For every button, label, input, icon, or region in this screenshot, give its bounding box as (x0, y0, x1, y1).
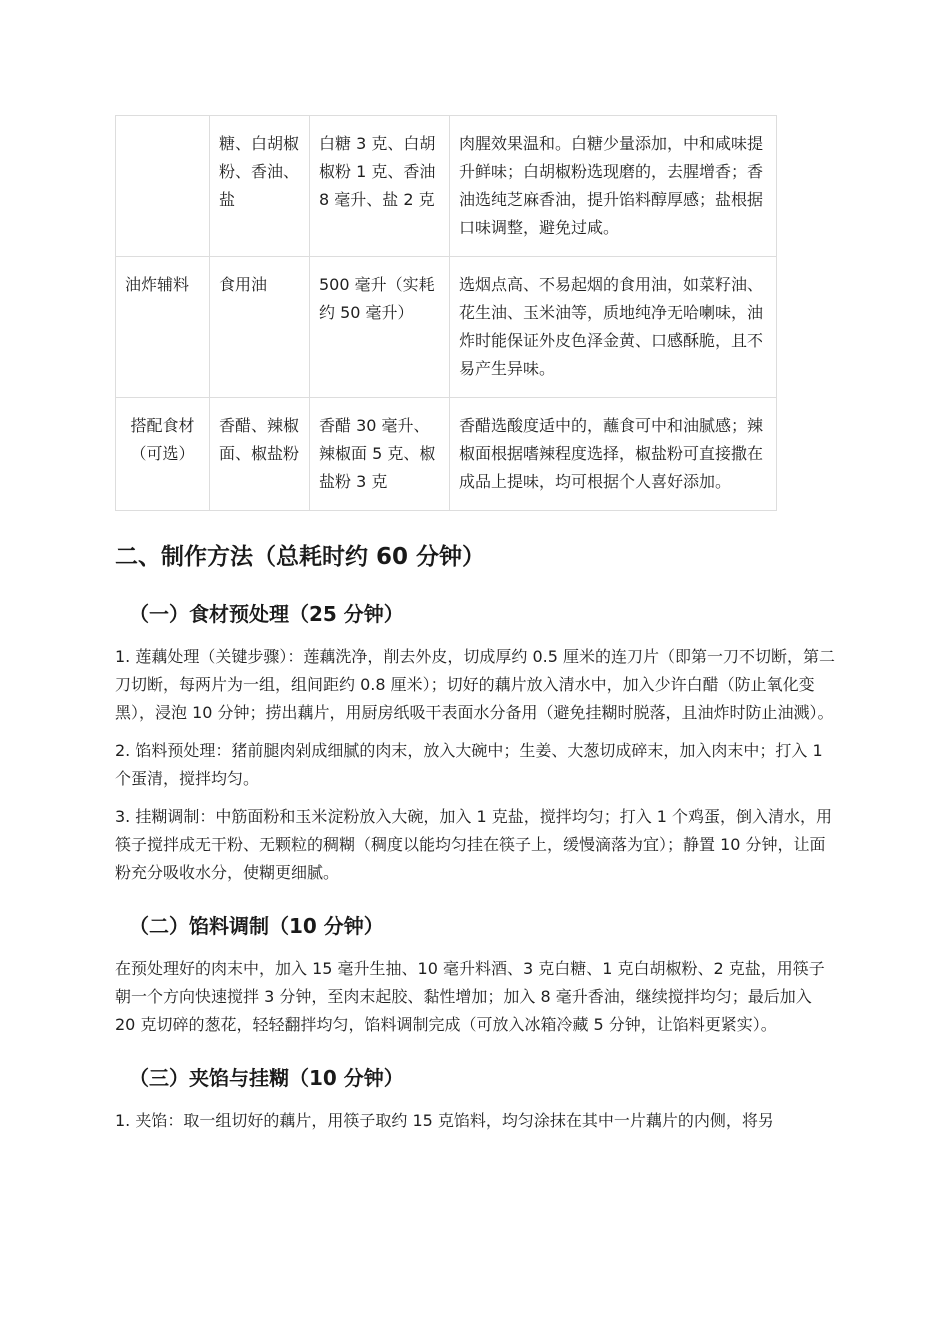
subheading-stuffing-battering: （三）夹馅与挂糊（10 分钟） (129, 1066, 404, 1090)
body-paragraph: 在预处理好的肉末中，加入 15 毫升生抽、10 毫升料酒、3 克白糖、1 克白胡椒粉、2 克盐，用筷子朝一个方向快速搅拌 3 分钟，至肉末起胶、黏性增加；加入 8 毫升香油，继续搅拌均匀；最后加入 20 克切碎的葱花，轻轻翻拌均匀，馅料调制完成（可放入冰箱冷藏 5 分钟，让馅料更紧实）。 (115, 959, 825, 1034)
table-cell-item: 糖、白胡椒粉、香油、盐 (210, 116, 310, 257)
table-cell-item: 香醋、辣椒面、椒盐粉 (210, 398, 310, 511)
table-cell-note: 选烟点高、不易起烟的食用油，如菜籽油、花生油、玉米油等，质地纯净无哈喇味，油炸时能保证外皮色泽金黄、口感酥脆，且不易产生异味。 (450, 257, 777, 398)
table-cell-amount: 500 毫升（实耗约 50 毫升） (310, 257, 450, 398)
table-row (116, 116, 777, 257)
step-paragraph: 3. 挂糊调制：中筋面粉和玉米淀粉放入大碗，加入 1 克盐，搅拌均匀；打入 1 个鸡蛋，倒入清水，用筷子搅拌成无干粉、无颗粒的稠糊（稠度以能均匀挂在筷子上，缓慢滴落为宜）；静置 10 分钟，让面粉充分吸收水分，使糊更细腻。 (115, 807, 833, 882)
ingredients-table (115, 115, 777, 511)
table-cell-amount: 白糖 3 克、白胡椒粉 1 克、香油 8 毫升、盐 2 克 (310, 116, 450, 257)
step-paragraph: 2. 馅料预处理：猪前腿肉剁成细腻的肉末，放入大碗中；生姜、大葱切成碎末，加入肉末中；打入 1 个蛋清，搅拌均匀。 (115, 741, 823, 788)
step-paragraph: 1. 夹馅：取一组切好的藕片，用筷子取约 15 克馅料，均匀涂抹在其中一片藕片的内侧，将另 (115, 1111, 774, 1130)
table-cell-note: 香醋选酸度适中的，蘸食可中和油腻感；辣椒面根据嗜辣程度选择，椒盐粉可直接撒在成品上提味，均可根据个人喜好添加。 (450, 398, 777, 511)
subheading-filling: （二）馅料调制（10 分钟） (129, 914, 384, 938)
subheading-preprocessing: （一）食材预处理（25 分钟） (129, 602, 404, 626)
table-cell-category: 油炸辅料 (116, 257, 210, 398)
document-page (115, 115, 837, 1135)
table-row (116, 257, 777, 398)
table-cell-note: 肉腥效果温和。白糖少量添加，中和咸味提升鲜味；白胡椒粉选现磨的，去腥增香；香油选纯芝麻香油，提升馅料醇厚感；盐根据口味调整，避免过咸。 (450, 116, 777, 257)
table-row (116, 398, 777, 511)
table-cell-item: 食用油 (210, 257, 310, 398)
table-cell-category (116, 116, 210, 257)
table-cell-category: 搭配食材（可选） (116, 398, 210, 511)
step-paragraph: 1. 莲藕处理（关键步骤）：莲藕洗净，削去外皮，切成厚约 0.5 厘米的连刀片（即第一刀不切断，第二刀切断，每两片为一组，组间距约 0.8 厘米）；切好的藕片放入清水中，加入少许白醋（防止氧化变黑），浸泡 10 分钟；捞出藕片，用厨房纸吸干表面水分备用（避免挂糊时脱落，且油炸时防止油溅）。 (115, 647, 835, 722)
table-cell-amount: 香醋 30 毫升、辣椒面 5 克、椒盐粉 3 克 (310, 398, 450, 511)
section-heading-method: 二、制作方法（总耗时约 60 分钟） (115, 544, 486, 570)
